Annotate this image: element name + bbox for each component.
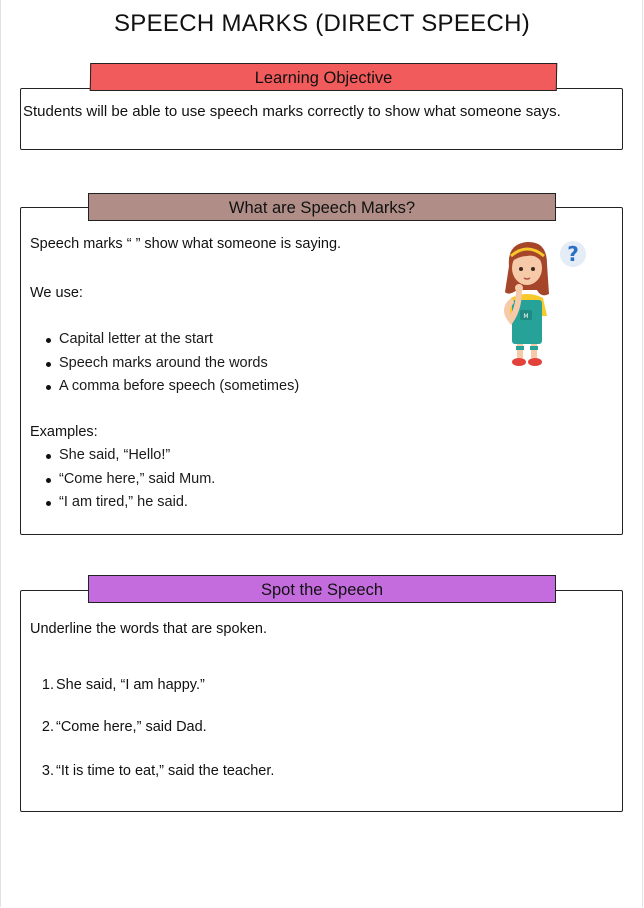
we-use-label: We use: [30, 285, 83, 301]
list-item [30, 677, 205, 693]
list-item: She said, “Hello!” [30, 444, 215, 468]
objective-text: Students will be able to use speech marks correctly to show what someone says. [23, 103, 561, 120]
item-text: “It is time to eat,” said the teacher. [56, 763, 275, 779]
item-text: She said, “I am happy.” [56, 677, 205, 693]
thinking-girl-icon [497, 238, 589, 372]
item-number: 2. [41, 719, 54, 735]
spot-box [20, 590, 623, 812]
spot-instruction: Underline the words that are spoken. [30, 621, 267, 637]
examples-label: Examples: [30, 424, 98, 440]
examples-list [30, 444, 215, 515]
svg-text:M: M [523, 313, 529, 320]
list-item: A comma before speech (sometimes) [30, 375, 299, 399]
objective-banner: Learning Objective [90, 63, 557, 91]
item-number: 1. [41, 677, 54, 693]
objective-box [20, 88, 623, 150]
list-item [30, 763, 274, 779]
what-banner: What are Speech Marks? [88, 193, 556, 221]
list-item: “Come here,” said Mum. [30, 468, 215, 492]
list-item [30, 719, 207, 735]
item-text: “Come here,” said Dad. [56, 719, 207, 735]
question-mark: ? [567, 242, 579, 266]
item-number: 3. [41, 763, 54, 779]
list-item: Speech marks around the words [30, 352, 299, 376]
list-item: “I am tired,” he said. [30, 491, 215, 515]
rules-list [30, 328, 299, 399]
list-item: Capital letter at the start [30, 328, 299, 352]
spot-banner: Spot the Speech [88, 575, 556, 603]
page-title: SPEECH MARKS (DIRECT SPEECH) [113, 10, 531, 37]
what-intro: Speech marks “ ” show what someone is saying. [30, 236, 342, 252]
